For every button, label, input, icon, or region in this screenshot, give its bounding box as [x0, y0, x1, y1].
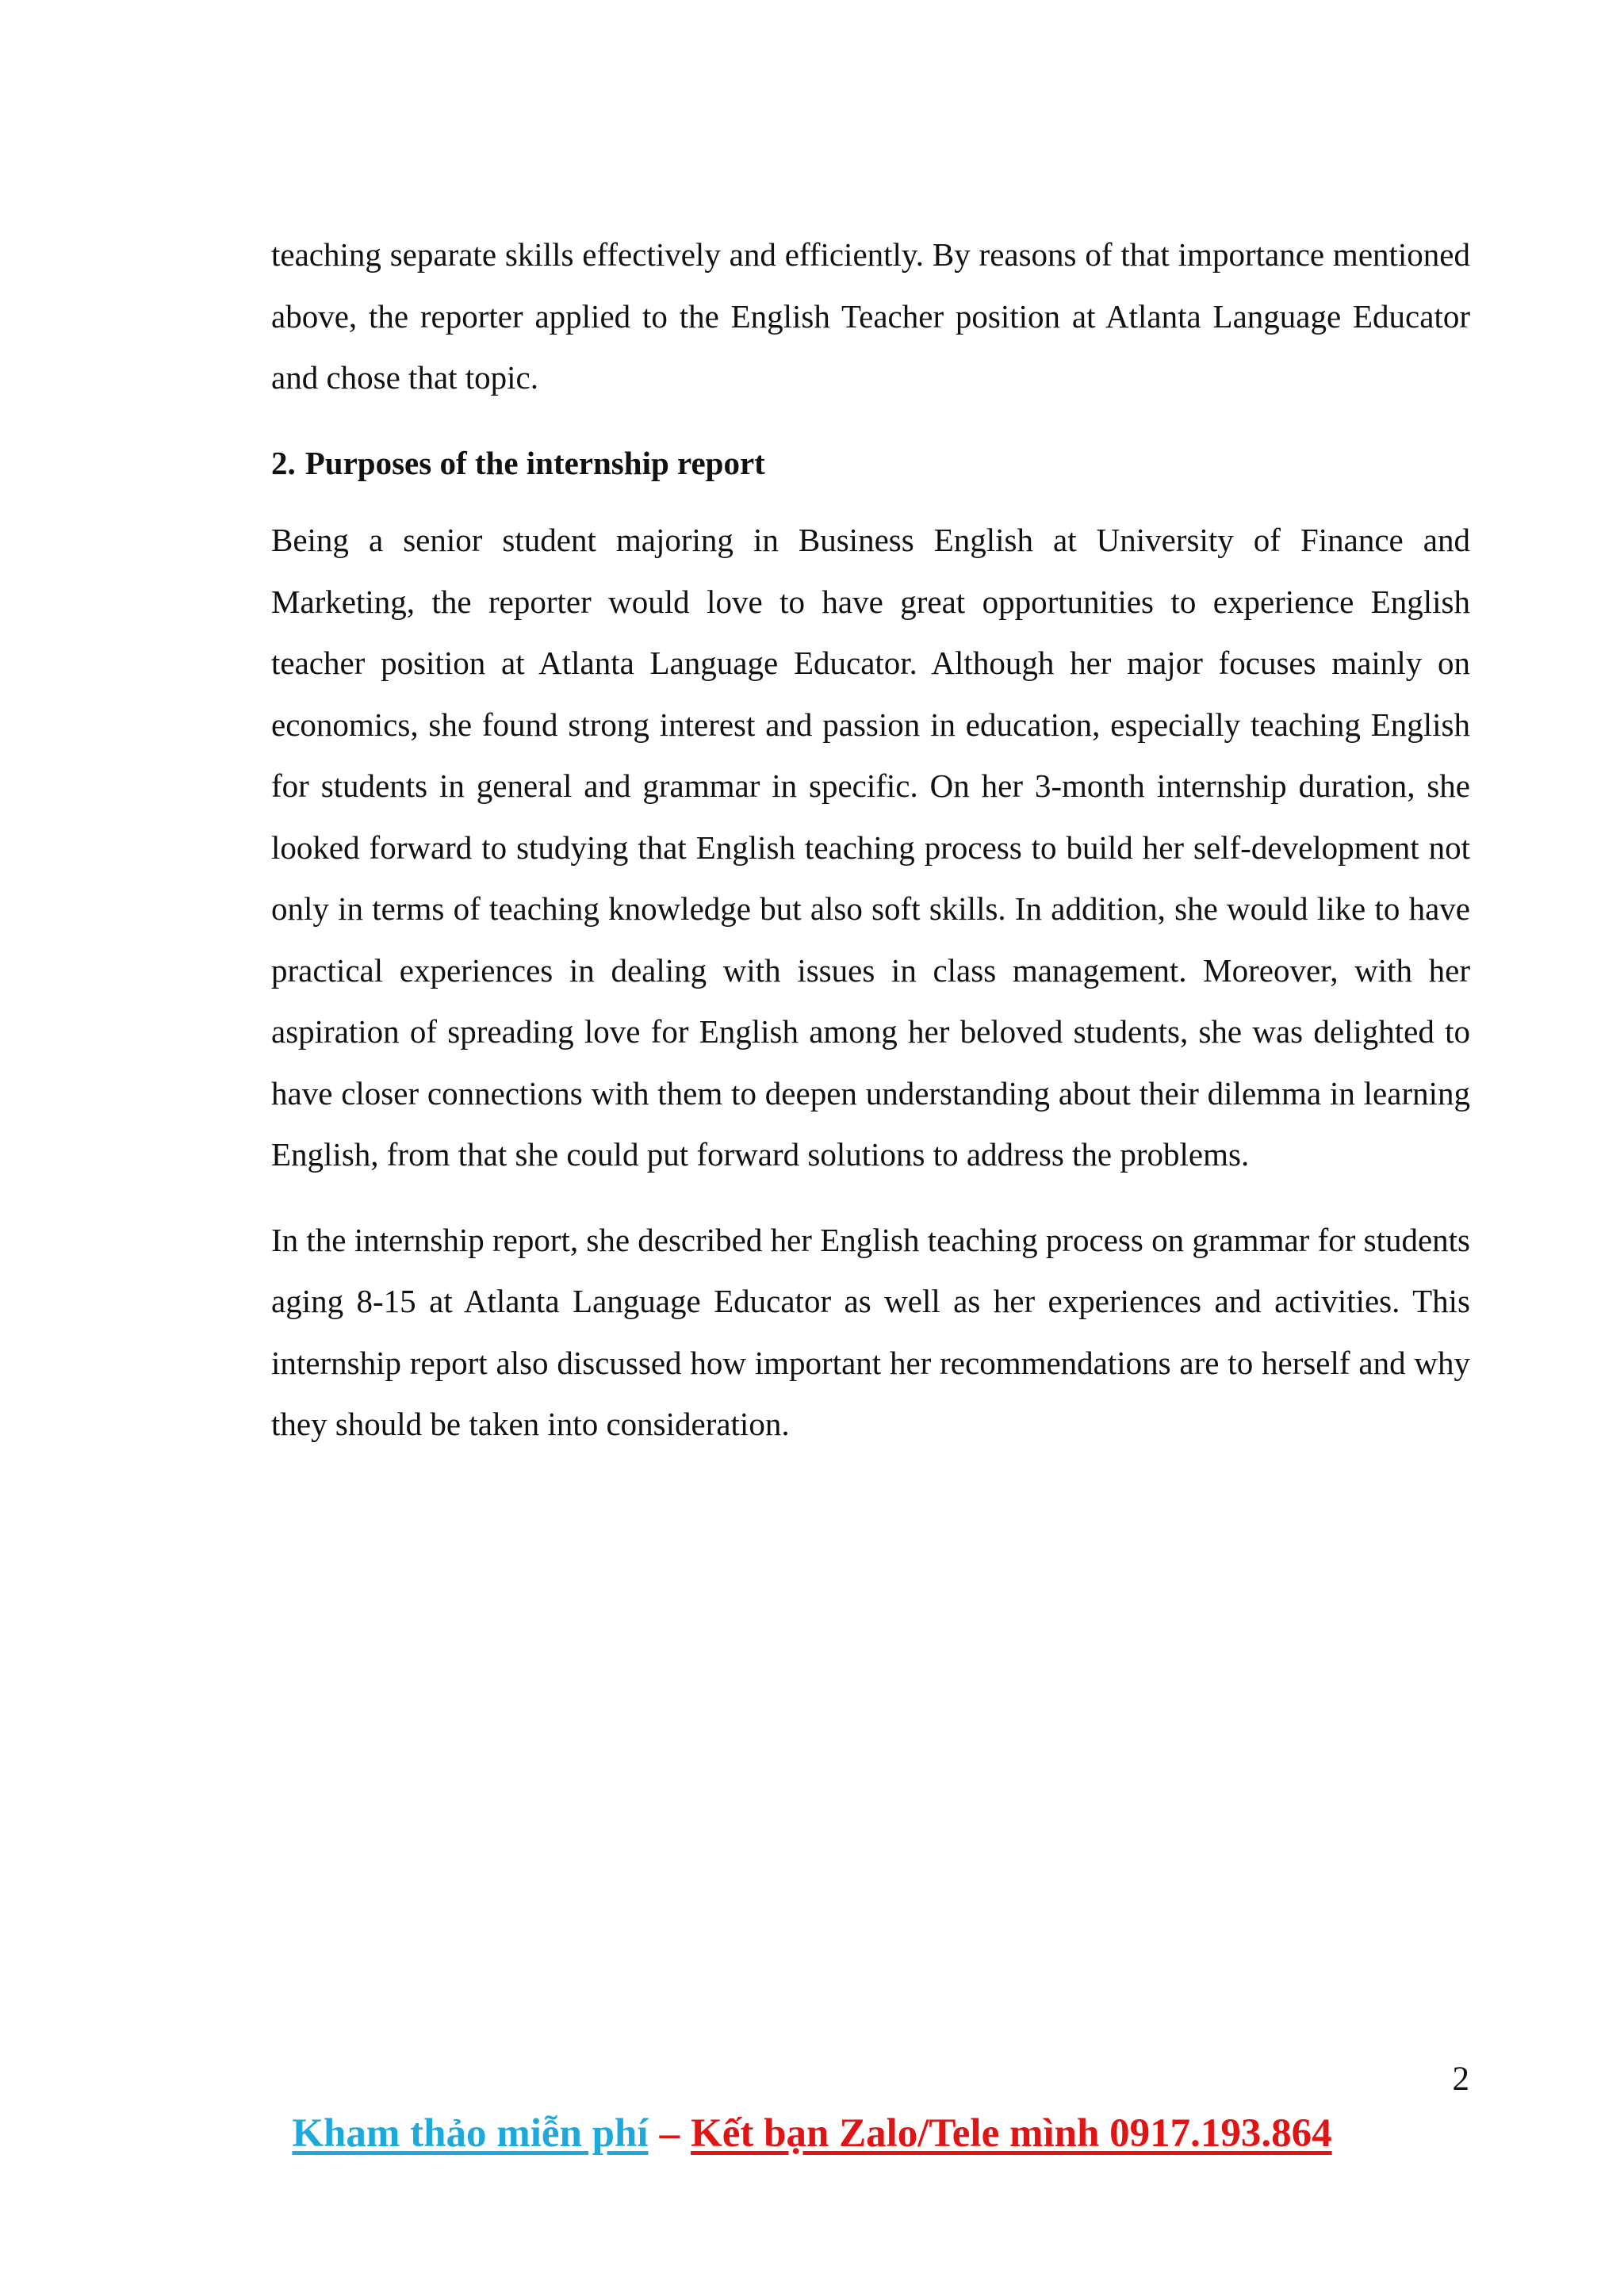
page-number: 2 [1452, 2061, 1469, 2098]
section-title: Purposes of the internship report [304, 444, 765, 481]
section-number: 2. [271, 444, 296, 481]
intro-paragraph: teaching separate skills effectively and efficiently. By reasons of that importance mentioned above, the reporter applied to the English Teacher position at Atlanta Language Educator and chose that topic. [271, 236, 1470, 396]
report-paragraph: In the internship report, she described her English teaching process on grammar for students aging 8-15 at Atlanta Language Educator as well as her experiences and activities. This internship report also discussed how important her recommendations are to herself and why they should be taken into consideration. [271, 1221, 1471, 1442]
footer-promo [0, 2109, 1624, 2158]
purpose-paragraph: Being a senior student majoring in Business English at University of Finance and Marketing, the reporter would love to have great opportunities to experience English teacher position at Atlanta Language Educator. Although her major focuses mainly on economics, she found strong interest and passion in education, especially teaching English for students in general and grammar in specific. On her 3-month internship duration, she looked forward to studying that English teaching process to build her self-development not only in terms of teaching knowledge but also soft skills. In addition, she would like to have practical experiences in dealing with issues in class management. Moreover, with her aspiration of spreading love for English among her beloved students, she was delighted to have closer connections with them to deepen understanding about their dilemma in learning English, from that she could put forward solutions to address the problems. [271, 522, 1470, 1173]
promo-separator: – [659, 2111, 680, 2156]
page-content [271, 224, 1470, 1456]
promo-link[interactable]: Kham thảo miễn phí [292, 2111, 649, 2156]
contact-link[interactable]: Kết bạn Zalo/Tele mình 0917.193.864 [691, 2111, 1332, 2156]
section-heading [271, 433, 1470, 495]
